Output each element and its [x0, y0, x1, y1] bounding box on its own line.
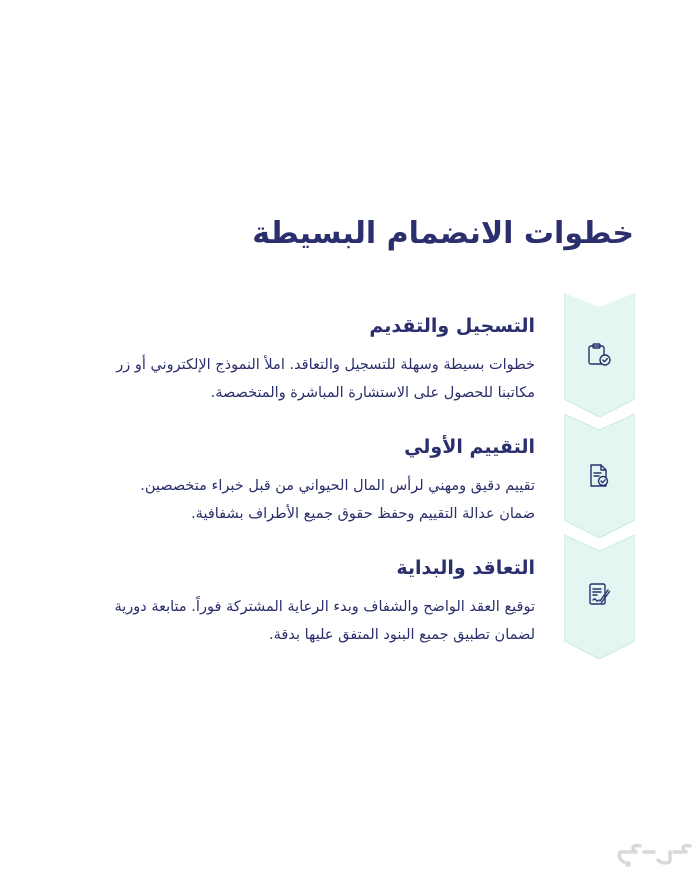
step-description-line: توقيع العقد الواضح والشفاف وبدء الرعاية المشتركة فوراً. متابعة دورية [114, 599, 535, 615]
haraj-watermark-logo [614, 838, 694, 868]
step-description [140, 472, 535, 528]
step-description-line: ضمان عدالة التقييم وحفظ حقوق جميع الأطراف بشفافية. [191, 506, 535, 522]
step-title: التسجيل والتقديم [369, 315, 535, 337]
step-description [114, 593, 535, 649]
contract-sign-icon [585, 581, 613, 609]
step-contract-start [0, 535, 700, 659]
step-description [116, 351, 535, 407]
step-title: التقييم الأولي [404, 436, 535, 458]
step-description-line: خطوات بسيطة وسهلة للتسجيل والتعاقد. املأ النموذج الإلكتروني أو زر [116, 357, 535, 373]
step-description-line: لضمان تطبيق جميع البنود المتفق عليها بدقة. [269, 627, 535, 643]
step-registration [0, 293, 700, 417]
step-title: التعاقد والبداية [396, 557, 535, 579]
step-description-line: تقييم دقيق ومهني لرأس المال الحيواني من قبل خبراء متخصصين. [140, 478, 535, 494]
step-initial-evaluation [0, 414, 700, 538]
page-title: خطوات الانضمام البسيطة [252, 216, 634, 251]
clipboard-check-icon [585, 341, 613, 369]
document-check-icon [585, 462, 613, 490]
step-description-line: مكاتبنا للحصول على الاستشارة المباشرة والمتخصصة. [210, 385, 535, 401]
